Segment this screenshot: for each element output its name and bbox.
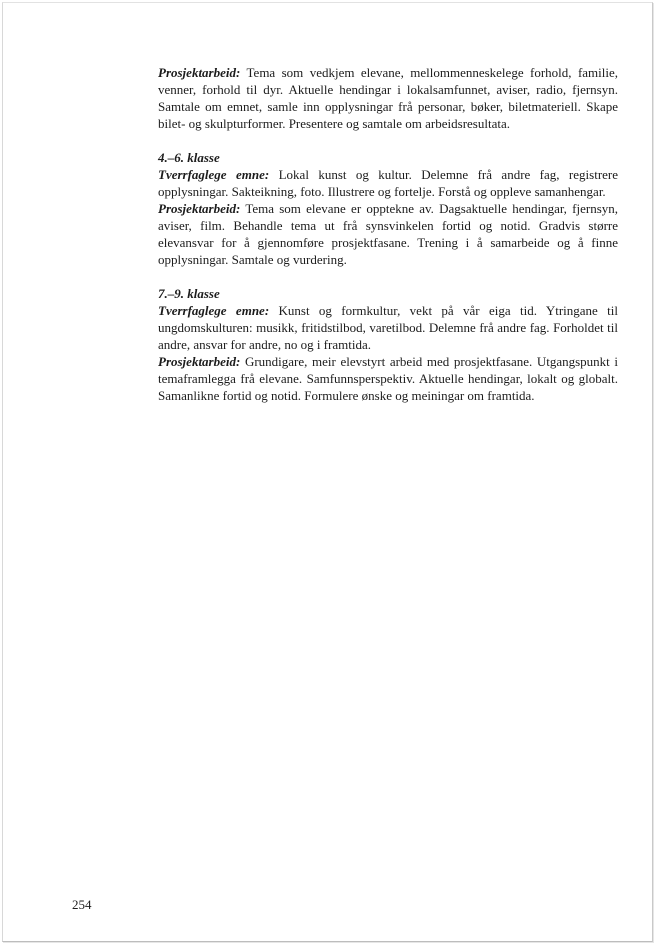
document-body xyxy=(158,64,618,404)
paragraph-label: Prosjektarbeid: xyxy=(158,65,241,80)
page-number: 254 xyxy=(72,897,92,912)
paragraph-text: Kunst og formkultur, vekt på vår eiga tid. Ytringane til ungdomskulturen: musikk, fritidstilbod, varetilbod. Delemne frå andre fag. Forholdet til andre, ansvar for andre, no og i framtida. xyxy=(158,303,619,352)
paragraph-prosjektarbeid xyxy=(158,200,618,268)
paragraph-prosjektarbeid xyxy=(158,353,618,404)
section-heading: 7.–9. klasse xyxy=(158,286,220,301)
paragraph-tverrfaglege-emne xyxy=(158,302,618,353)
paragraph-label: Tverrfaglege emne: xyxy=(158,167,270,182)
paragraph-tverrfaglege-emne xyxy=(158,166,618,200)
section-grade-4-6 xyxy=(158,149,618,268)
paragraph-text: Tema som vedkjem elevane, mellommenneskelege forhold, familie, venner, forhold til dyr. Aktuelle hendingar i lokalsamfunnet, aviser, radio, fjernsyn. Samtale om emnet, samle inn opplysningar frå personar, bøker, biletmateriell. Skape bilet- og skulpturformer. Presentere og samtale om arbeidsresultata. xyxy=(158,65,619,131)
paragraph-label: Prosjektarbeid: xyxy=(158,201,241,216)
paragraph-prosjektarbeid xyxy=(158,64,618,132)
paragraph-label: Tverrfaglege emne: xyxy=(158,303,270,318)
paragraph-label: Prosjektarbeid: xyxy=(158,354,241,369)
section-grade-7-9 xyxy=(158,285,618,404)
section-grade-1-3 xyxy=(158,64,618,132)
paragraph-text: Tema som elevane er opptekne av. Dagsaktuelle hendingar, fjernsyn, aviser, film. Behandle tema ut frå synsvinkelen fortid og notid. Gradvis større elevansvar for å gjennomføre prosjektfasane. Trening i å samarbeide og å finne opplysningar. Samtale og vurdering. xyxy=(158,201,619,267)
paragraph-text: Grundigare, meir elevstyrt arbeid med prosjektfasane. Utgangspunkt i temaframlegga frå elevane. Samfunnsperspektiv. Aktuelle hendingar, lokalt og globalt. Samanlikne fortid og notid. Formulere ønske og meiningar om framtida. xyxy=(158,354,619,403)
section-heading: 4.–6. klasse xyxy=(158,150,220,165)
paragraph-text: Lokal kunst og kultur. Delemne frå andre fag, registrere opplysningar. Sakteikning, foto. Illustrere og fortelje. Forstå og oppleve samanhengar. xyxy=(158,167,619,199)
